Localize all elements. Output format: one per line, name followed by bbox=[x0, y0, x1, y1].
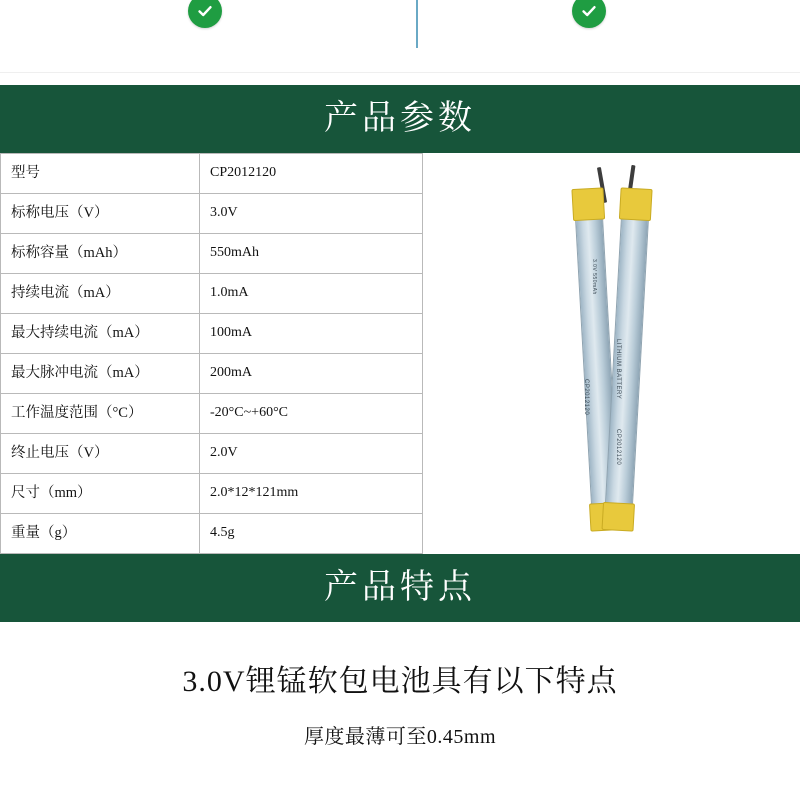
param-value: -20°C~+60°C bbox=[200, 394, 423, 434]
param-key: 尺寸（mm） bbox=[1, 474, 200, 514]
check-icon bbox=[196, 2, 214, 20]
section-header-parameters: 产品参数 bbox=[0, 85, 800, 153]
parameters-table bbox=[0, 153, 423, 554]
param-key: 持续电流（mA） bbox=[1, 274, 200, 314]
table-row bbox=[1, 234, 423, 274]
param-key: 最大脉冲电流（mA） bbox=[1, 354, 200, 394]
battery-print-label: CP2012120 bbox=[615, 429, 621, 466]
battery-print-label: LITHIUM BATTERY bbox=[615, 339, 621, 400]
check-icon bbox=[580, 2, 598, 20]
battery-print-label: 3.0V 550mAh bbox=[591, 259, 597, 295]
table-row bbox=[1, 154, 423, 194]
param-value: 550mAh bbox=[200, 234, 423, 274]
table-row bbox=[1, 474, 423, 514]
param-key: 最大持续电流（mA） bbox=[1, 314, 200, 354]
param-value: 2.0V bbox=[200, 434, 423, 474]
check-badge-right bbox=[572, 0, 606, 28]
param-value: 100mA bbox=[200, 314, 423, 354]
features-title: 3.0V锂锰软包电池具有以下特点 bbox=[182, 665, 618, 698]
parameters-body bbox=[0, 153, 800, 554]
battery-seal-top bbox=[619, 187, 653, 221]
param-key: 型号 bbox=[1, 154, 200, 194]
vertical-divider bbox=[416, 0, 418, 48]
battery-illustration bbox=[537, 161, 687, 541]
param-key: 标称容量（mAh） bbox=[1, 234, 200, 274]
param-value: CP2012120 bbox=[200, 154, 423, 194]
check-badge-left bbox=[188, 0, 222, 28]
table-row bbox=[1, 434, 423, 474]
param-value: 200mA bbox=[200, 354, 423, 394]
param-value: 3.0V bbox=[200, 194, 423, 234]
features-subtitle: 厚度最薄可至0.45mm bbox=[303, 726, 497, 748]
param-key: 重量（g） bbox=[1, 514, 200, 554]
param-key: 终止电压（V） bbox=[1, 434, 200, 474]
table-row bbox=[1, 354, 423, 394]
table-row bbox=[1, 274, 423, 314]
section-header-features: 产品特点 bbox=[0, 554, 800, 622]
param-value: 2.0*12*121mm bbox=[200, 474, 423, 514]
param-value: 4.5g bbox=[200, 514, 423, 554]
battery-seal-top bbox=[571, 187, 605, 221]
param-value: 1.0mA bbox=[200, 274, 423, 314]
table-row bbox=[1, 394, 423, 434]
product-image-pane bbox=[423, 153, 800, 554]
table-row bbox=[1, 194, 423, 234]
top-strip bbox=[0, 0, 800, 73]
battery-print-label: CP2012120 bbox=[583, 379, 589, 416]
param-key: 工作温度范围（°C） bbox=[1, 394, 200, 434]
table-row bbox=[1, 314, 423, 354]
table-row bbox=[1, 514, 423, 554]
features-body bbox=[0, 622, 800, 749]
battery-seal-bottom bbox=[602, 502, 636, 532]
param-key: 标称电压（V） bbox=[1, 194, 200, 234]
